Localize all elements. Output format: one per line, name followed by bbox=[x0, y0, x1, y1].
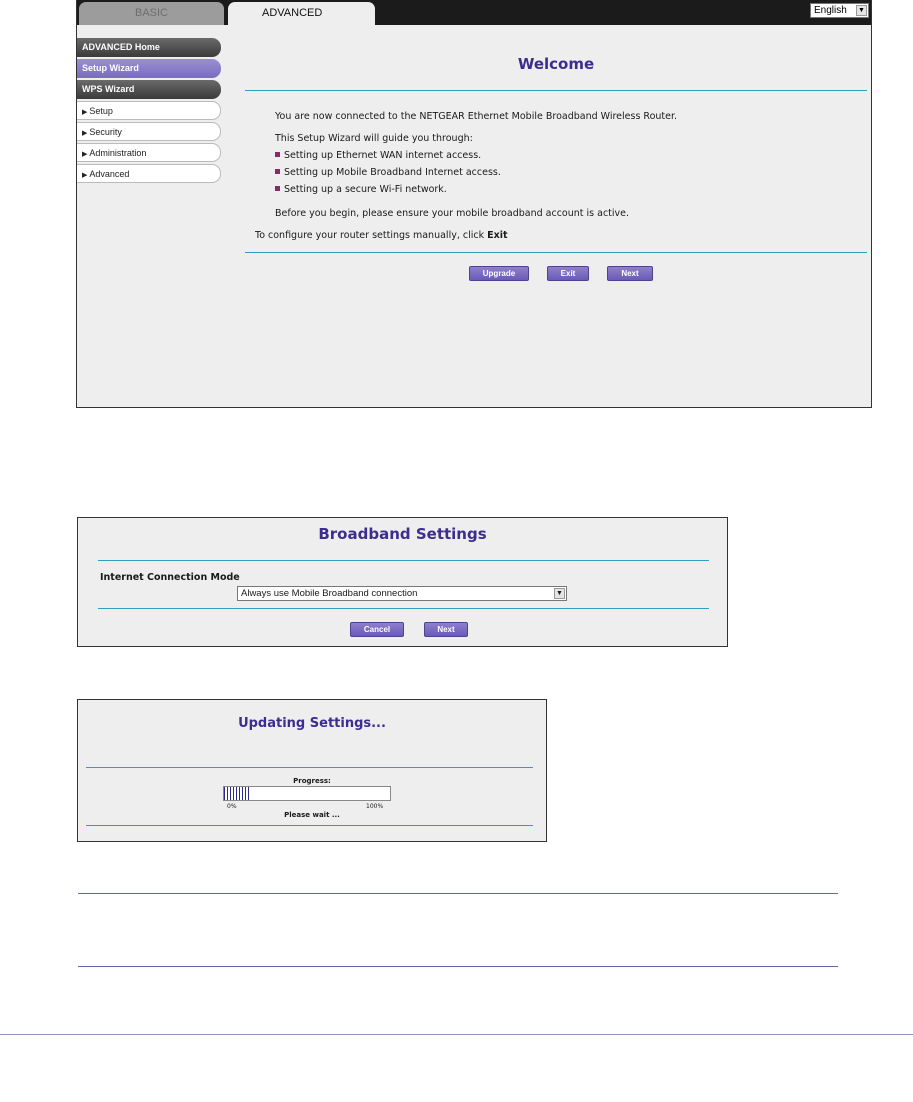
upgrade-button[interactable]: Upgrade bbox=[469, 266, 529, 281]
before-begin-text: Before you begin, please ensure your mobile broadband account is active. bbox=[275, 208, 630, 219]
sidebar-item-administration[interactable] bbox=[77, 143, 221, 162]
divider bbox=[86, 767, 533, 768]
divider bbox=[245, 90, 867, 91]
next-button[interactable]: Next bbox=[424, 622, 468, 637]
page-title: Welcome bbox=[517, 55, 595, 73]
page-title: Updating Settings... bbox=[238, 716, 386, 731]
sidebar-item-label: Advanced bbox=[89, 169, 130, 179]
guide-text: This Setup Wizard will guide you through: bbox=[275, 133, 473, 144]
caret-right-icon: ▶ bbox=[82, 109, 88, 116]
connected-text: You are now connected to the NETGEAR Ethernet Mobile Broadband Wireless Router. bbox=[275, 111, 678, 122]
bullet-item bbox=[275, 150, 481, 161]
manual-config-text bbox=[255, 230, 508, 241]
divider bbox=[98, 560, 709, 561]
square-bullet-icon bbox=[275, 152, 280, 157]
progress-start-label: 0% bbox=[227, 803, 237, 810]
updating-settings-screenshot bbox=[77, 699, 547, 842]
sidebar-item-security[interactable] bbox=[77, 122, 221, 141]
divider bbox=[245, 252, 867, 253]
please-wait-text: Please wait ... bbox=[284, 811, 340, 819]
bullet-text: Setting up Ethernet WAN internet access. bbox=[284, 150, 482, 161]
progress-bar bbox=[223, 786, 391, 801]
exit-keyword: Exit bbox=[487, 230, 508, 241]
language-select[interactable] bbox=[810, 3, 869, 18]
sidebar-item-advanced[interactable] bbox=[77, 164, 221, 183]
square-bullet-icon bbox=[275, 186, 280, 191]
divider bbox=[98, 608, 709, 609]
manual-config-prefix: To configure your router settings manually, click bbox=[255, 230, 488, 241]
progress-end-label: 100% bbox=[366, 803, 384, 810]
sidebar-item-wps-wizard[interactable] bbox=[77, 80, 221, 99]
sidebar-item-label: Setup bbox=[89, 106, 113, 116]
connection-mode-label: Internet Connection Mode bbox=[100, 572, 240, 583]
connection-mode-select[interactable] bbox=[237, 586, 567, 601]
tab-basic[interactable]: BASIC bbox=[79, 2, 224, 25]
square-bullet-icon bbox=[275, 169, 280, 174]
note-rule-top bbox=[78, 893, 838, 894]
chevron-down-icon[interactable]: ▼ bbox=[856, 5, 867, 16]
cancel-button[interactable]: Cancel bbox=[350, 622, 404, 637]
caret-right-icon: ▶ bbox=[82, 172, 88, 179]
progress-fill bbox=[224, 787, 249, 800]
bullet-item bbox=[275, 184, 447, 195]
bullet-text: Setting up a secure Wi-Fi network. bbox=[284, 184, 447, 195]
chevron-down-icon[interactable]: ▼ bbox=[554, 588, 565, 599]
caret-right-icon: ▶ bbox=[82, 130, 88, 137]
progress-label: Progress: bbox=[293, 777, 331, 785]
sidebar-item-setup[interactable] bbox=[77, 101, 221, 120]
sidebar-item-label: WPS Wizard bbox=[82, 84, 135, 94]
language-value: English bbox=[814, 5, 847, 16]
router-setup-wizard-screenshot bbox=[76, 0, 872, 408]
broadband-settings-screenshot bbox=[77, 517, 728, 647]
next-button[interactable]: Next bbox=[607, 266, 653, 281]
exit-button[interactable]: Exit bbox=[547, 266, 589, 281]
sidebar-item-label: ADVANCED Home bbox=[82, 42, 160, 52]
sidebar-item-label: Security bbox=[89, 127, 122, 137]
footer-rule bbox=[0, 1034, 913, 1035]
sidebar bbox=[77, 38, 221, 185]
tab-bar bbox=[77, 0, 871, 25]
divider bbox=[86, 825, 533, 826]
sidebar-item-label: Setup Wizard bbox=[82, 63, 139, 73]
caret-right-icon: ▶ bbox=[82, 151, 88, 158]
connection-mode-value: Always use Mobile Broadband connection bbox=[241, 588, 418, 599]
bullet-text: Setting up Mobile Broadband Internet access. bbox=[284, 167, 501, 178]
bullet-item bbox=[275, 167, 501, 178]
sidebar-item-label: Administration bbox=[89, 148, 147, 158]
sidebar-item-setup-wizard[interactable] bbox=[77, 59, 221, 78]
note-rule-bottom bbox=[78, 966, 838, 967]
page-title: Broadband Settings bbox=[318, 525, 487, 543]
sidebar-item-advanced-home[interactable] bbox=[77, 38, 221, 57]
tab-advanced[interactable]: ADVANCED bbox=[228, 2, 375, 25]
